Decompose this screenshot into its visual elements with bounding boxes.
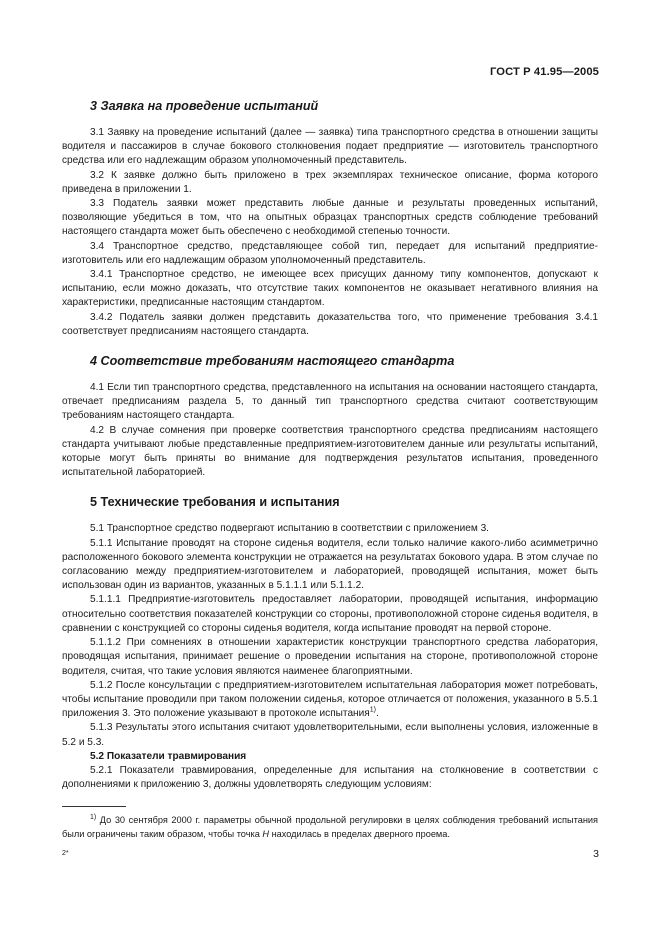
document-header: ГОСТ Р 41.95—2005: [490, 66, 599, 78]
section-5: [62, 494, 598, 792]
paragraph-end: .: [375, 708, 379, 720]
paragraph: 5.1 Транспортное средство подвергают испытанию в соответствии с приложением 3.: [90, 523, 489, 535]
footnote-mark: 1): [90, 813, 97, 821]
footnote: [62, 813, 598, 841]
document-body: [62, 98, 598, 792]
paragraph: 4.2 В случае сомнения при проверке соответствия транспортного средства предписаниям настоящего стандарта учитывают любые представленные предприятием-изготовителем данные или результаты испытаний, которые могут быть приняты во внимание для подтверждения результатов испытания, проведенного испытательной лабораторией.: [62, 424, 598, 479]
section-4: [62, 353, 598, 480]
paragraph: 3.4.2 Податель заявки должен представить доказательства того, что применение требования 3.4.1 соответствует предписаниям настоящего стандарта.: [62, 311, 598, 337]
paragraph: 3.4 Транспортное средство, представляющее собой тип, передает для испытаний предприятие-изготовитель или его надлежащим образом уполномоченный представитель.: [62, 240, 598, 266]
footnote-text: До 30 сентября 2000 г. параметры обычной продольной регулировки в целях соблюдения требований испытания были ограничены таким образом, чтобы точка: [62, 815, 598, 839]
paragraph: 5.1.1.1 Предприятие-изготовитель предоставляет лаборатории, проводящей испытания, информацию относительно соответствия показателей конструкции со стороны, противоположной стороне сиденья водителя, в сравнении с конструкцией со стороны сиденья водителя, когда испытание проводят на первой стороне.: [62, 594, 598, 634]
paragraph-text: 5.1.2 После консультации с предприятием-изготовителем испытательная лаборатория может потребовать, чтобы испытание проводили при таком положении сиденья, которое отличается от положения, указанного в 5.5.1 приложения 3. Это положение указывают в протоколе испытания: [62, 679, 598, 720]
footnote-reference[interactable]: 1): [369, 706, 376, 714]
paragraph: 3.1 Заявку на проведение испытаний (далее — заявка) типа транспортного средства в отношении защиты водителя и пассажиров в случае бокового столкновения подает предприятие — изготовитель транспортного средства или его надлежащим образом уполномоченный представитель.: [62, 127, 598, 167]
paragraph: 3.4.1 Транспортное средство, не имеющее всех присущих данному типу компонентов, допускают к испытанию, если можно доказать, что отсутствие таких компонентов не оказывает негативного влияния на характеристики, предписанные настоящим стандартом.: [62, 269, 598, 309]
paragraph: 3.3 Податель заявки может представить любые данные и результаты проведенных испытаний, позволяющие убедиться в том, что на опытных образцах транспортных средств соблюдение требований настоящего стандарта может быть обеспечено с необходимой степенью точности.: [62, 198, 598, 238]
subsection-heading: 5.2 Показатели травмирования: [90, 750, 247, 762]
footnote-symbol: H: [262, 829, 270, 839]
section-heading: 4 Соответствие требованиям настоящего стандарта: [90, 354, 455, 369]
signature-mark: 2*: [62, 850, 69, 857]
paragraph: 5.1.3 Результаты этого испытания считают удовлетворительными, если выполнены условия, изложенные в 5.2 и 5.3.: [62, 722, 598, 748]
paragraph: 5.2.1 Показатели травмирования, определенные для испытания на столкновение в соответствии с дополнениями к приложению 3, должны удовлетворять следующим условиям:: [62, 764, 598, 791]
footnote-text-end: находилась в пределах дверного проема.: [269, 829, 450, 839]
paragraph: 5.1.1 Испытание проводят на стороне сиденья водителя, если только наличие какого-либо асимметрично расположенного бокового элемента конструкции не отражается на результатах бокового удара. В этом случае по согласованию между предприятием-изготовителем и лабораторией, проводящей испытания, может быть использован один из вариантов, указанных в 5.1.1.1 или 5.1.1.2.: [62, 537, 598, 592]
section-3: [62, 98, 598, 339]
page-number: 3: [593, 848, 599, 860]
section-heading: 3 Заявка на проведение испытаний: [90, 99, 319, 113]
footnote-divider: [62, 806, 126, 807]
paragraph: 4.1 Если тип транспортного средства, представленного на испытания на основании настоящего стандарта, отвечает предписаниям раздела 5, то данный тип транспортного средства считают соответствующим требованиям настоящего стандарта.: [62, 382, 598, 422]
section-heading: 5 Технические требования и испытания: [90, 495, 340, 510]
paragraph: 5.1.1.2 При сомнениях в отношении характеристик конструкции транспортного средства лаборатория, проводящая испытания, принимает решение о проведении испытания на стороне, противоположной стороне водителя, считая, что такие условия являются наименее благоприятными.: [62, 637, 598, 677]
paragraph: [62, 679, 598, 722]
paragraph: 3.2 К заявке должно быть приложено в трех экземплярах техническое описание, форма которого приведена в приложении 1.: [62, 169, 598, 195]
